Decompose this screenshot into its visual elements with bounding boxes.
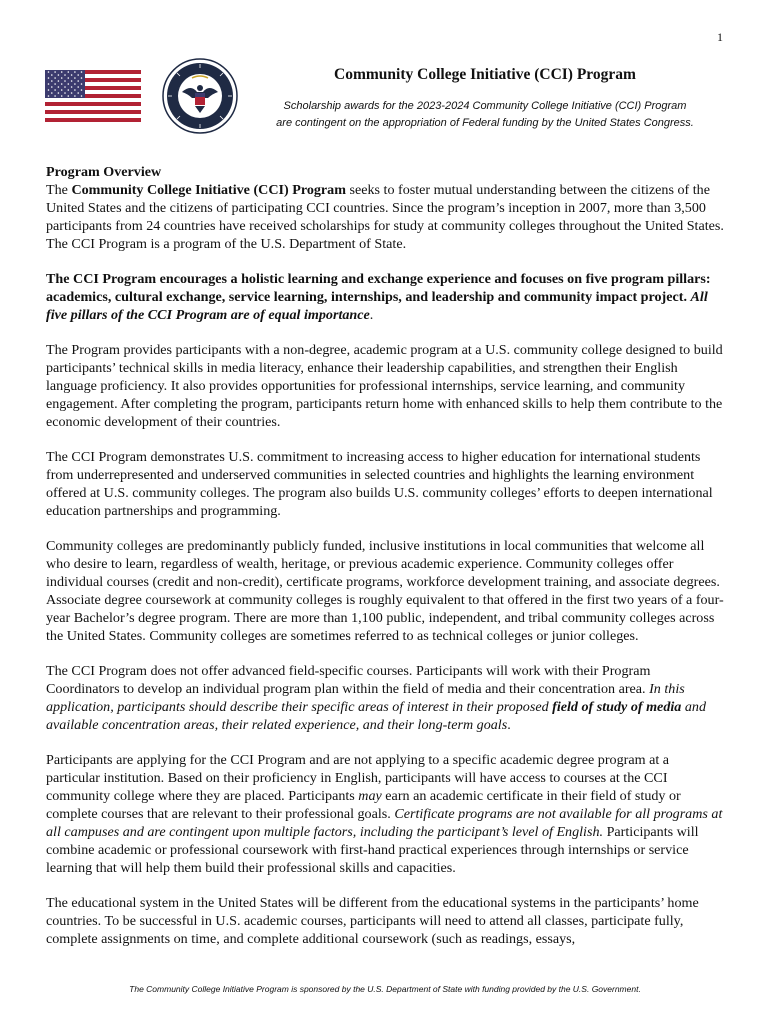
document-body (46, 163, 726, 965)
program-name: Community College Initiative (CCI) Program (71, 182, 346, 198)
us-flag-icon (45, 70, 141, 122)
funding-notice-line-2: are contingent on the appropriation of Federal funding by the United States Congress. (276, 117, 694, 129)
program-description-paragraph: The Program provides participants with a non-degree, academic program at a U.S. community college designed to build participants’ technical skills in media literacy, enhance their leadership capabilities, and strengthen their English language proficiency. It also provides opportunities for professional internships, service learning, and community engagement. After completing the program, participants return home with enhanced skills to help them contribute to the economic development of their countries. (46, 342, 723, 430)
field-of-study-emphasis: field of study of media (552, 699, 682, 715)
certificate-notice: Certificate programs are not available for all programs at all campuses and are contingent upon multiple factors, including the participant’s level of English. (46, 806, 723, 840)
page-footer: The Community College Initiative Program is sponsored by the U.S. Department of State with funding provided by the U.S. Government. (129, 984, 641, 994)
document-title: Community College Initiative (CCI) Program (334, 66, 636, 83)
commitment-paragraph: The CCI Program demonstrates U.S. commitment to increasing access to higher education for international students from underrepresented and underserved communities in selected countries and highlights the learning environment offered at U.S. community colleges. The program also builds U.S. community colleges’ efforts to deepen international education partnerships and programming. (46, 449, 713, 519)
page-number: 1 (717, 30, 723, 44)
funding-notice-line-1: Scholarship awards for the 2023-2024 Community College Initiative (CCI) Program (283, 100, 687, 112)
field-of-study-paragraph: The CCI Program does not offer advanced field-specific courses. Participants will work with their Program Coordinators to develop an individual program plan within the field of media and their concentration area. In this application, participants should describe their specific areas of interest in their proposed field of study of media and available concentration areas, their related experience, and their long-term goals. (46, 663, 706, 733)
educational-system-paragraph: The educational system in the United States will be different from the educational systems in the participants’ home countries. To be successful in U.S. academic courses, participants will need to attend all classes, participate fully, complete assignments on time, and complete additional coursework (such as readings, essays, (46, 895, 699, 947)
applying-paragraph: Participants are applying for the CCI Program and are not applying to a specific academic degree program at a particular institution. Based on their proficiency in English, participants will have access to courses at the CCI community college where they are placed. Participants may earn an academic certificate in their field of study or complete courses that are relevant to their professional goals. Certificate programs are not available for all programs at all campuses and are contingent upon multiple factors, including the participant’s level of English. Participants will combine academic or professional coursework with first-hand practical experiences through internships or service learning that will help them build their professional skills and capacities. (46, 752, 723, 876)
community-colleges-paragraph: Community colleges are predominantly publicly funded, inclusive institutions in local communities that welcome all who desire to learn, regardless of wealth, heritage, or previous academic experience. Community colleges offer individual courses (credit and non-credit), certificate programs, workforce development training, and associate degrees. Associate degree coursework at community colleges is roughly equivalent to that offered in the first two years of a four-year Bachelor’s degree program. There are more than 1,100 public, independent, and tribal community colleges across the United States. Community colleges are sometimes referred to as technical colleges or junior colleges. (46, 538, 724, 644)
department-of-state-seal-icon (162, 58, 238, 134)
section-heading: Program Overview (46, 164, 162, 180)
pillars-paragraph: The CCI Program encourages a holistic learning and exchange experience and focuses on five program pillars: academics, cultural exchange, service learning, internships, and leadership and community impact project. All five pillars of the CCI Program are of equal importance. (46, 271, 711, 323)
program-overview-paragraph: Program Overview The Community College Initiative (CCI) Program seeks to foster mutual understanding between the citizens of the United States and the citizens of participating CCI countries. Since the program’s inception in 2007, more than 3,500 participants from 24 countries have received scholarships for study at community colleges throughout the United States. The CCI Program is a program of the U.S. Department of State. (46, 163, 726, 253)
equal-importance-note: All five pillars of the CCI Program are of equal importance (46, 289, 708, 323)
